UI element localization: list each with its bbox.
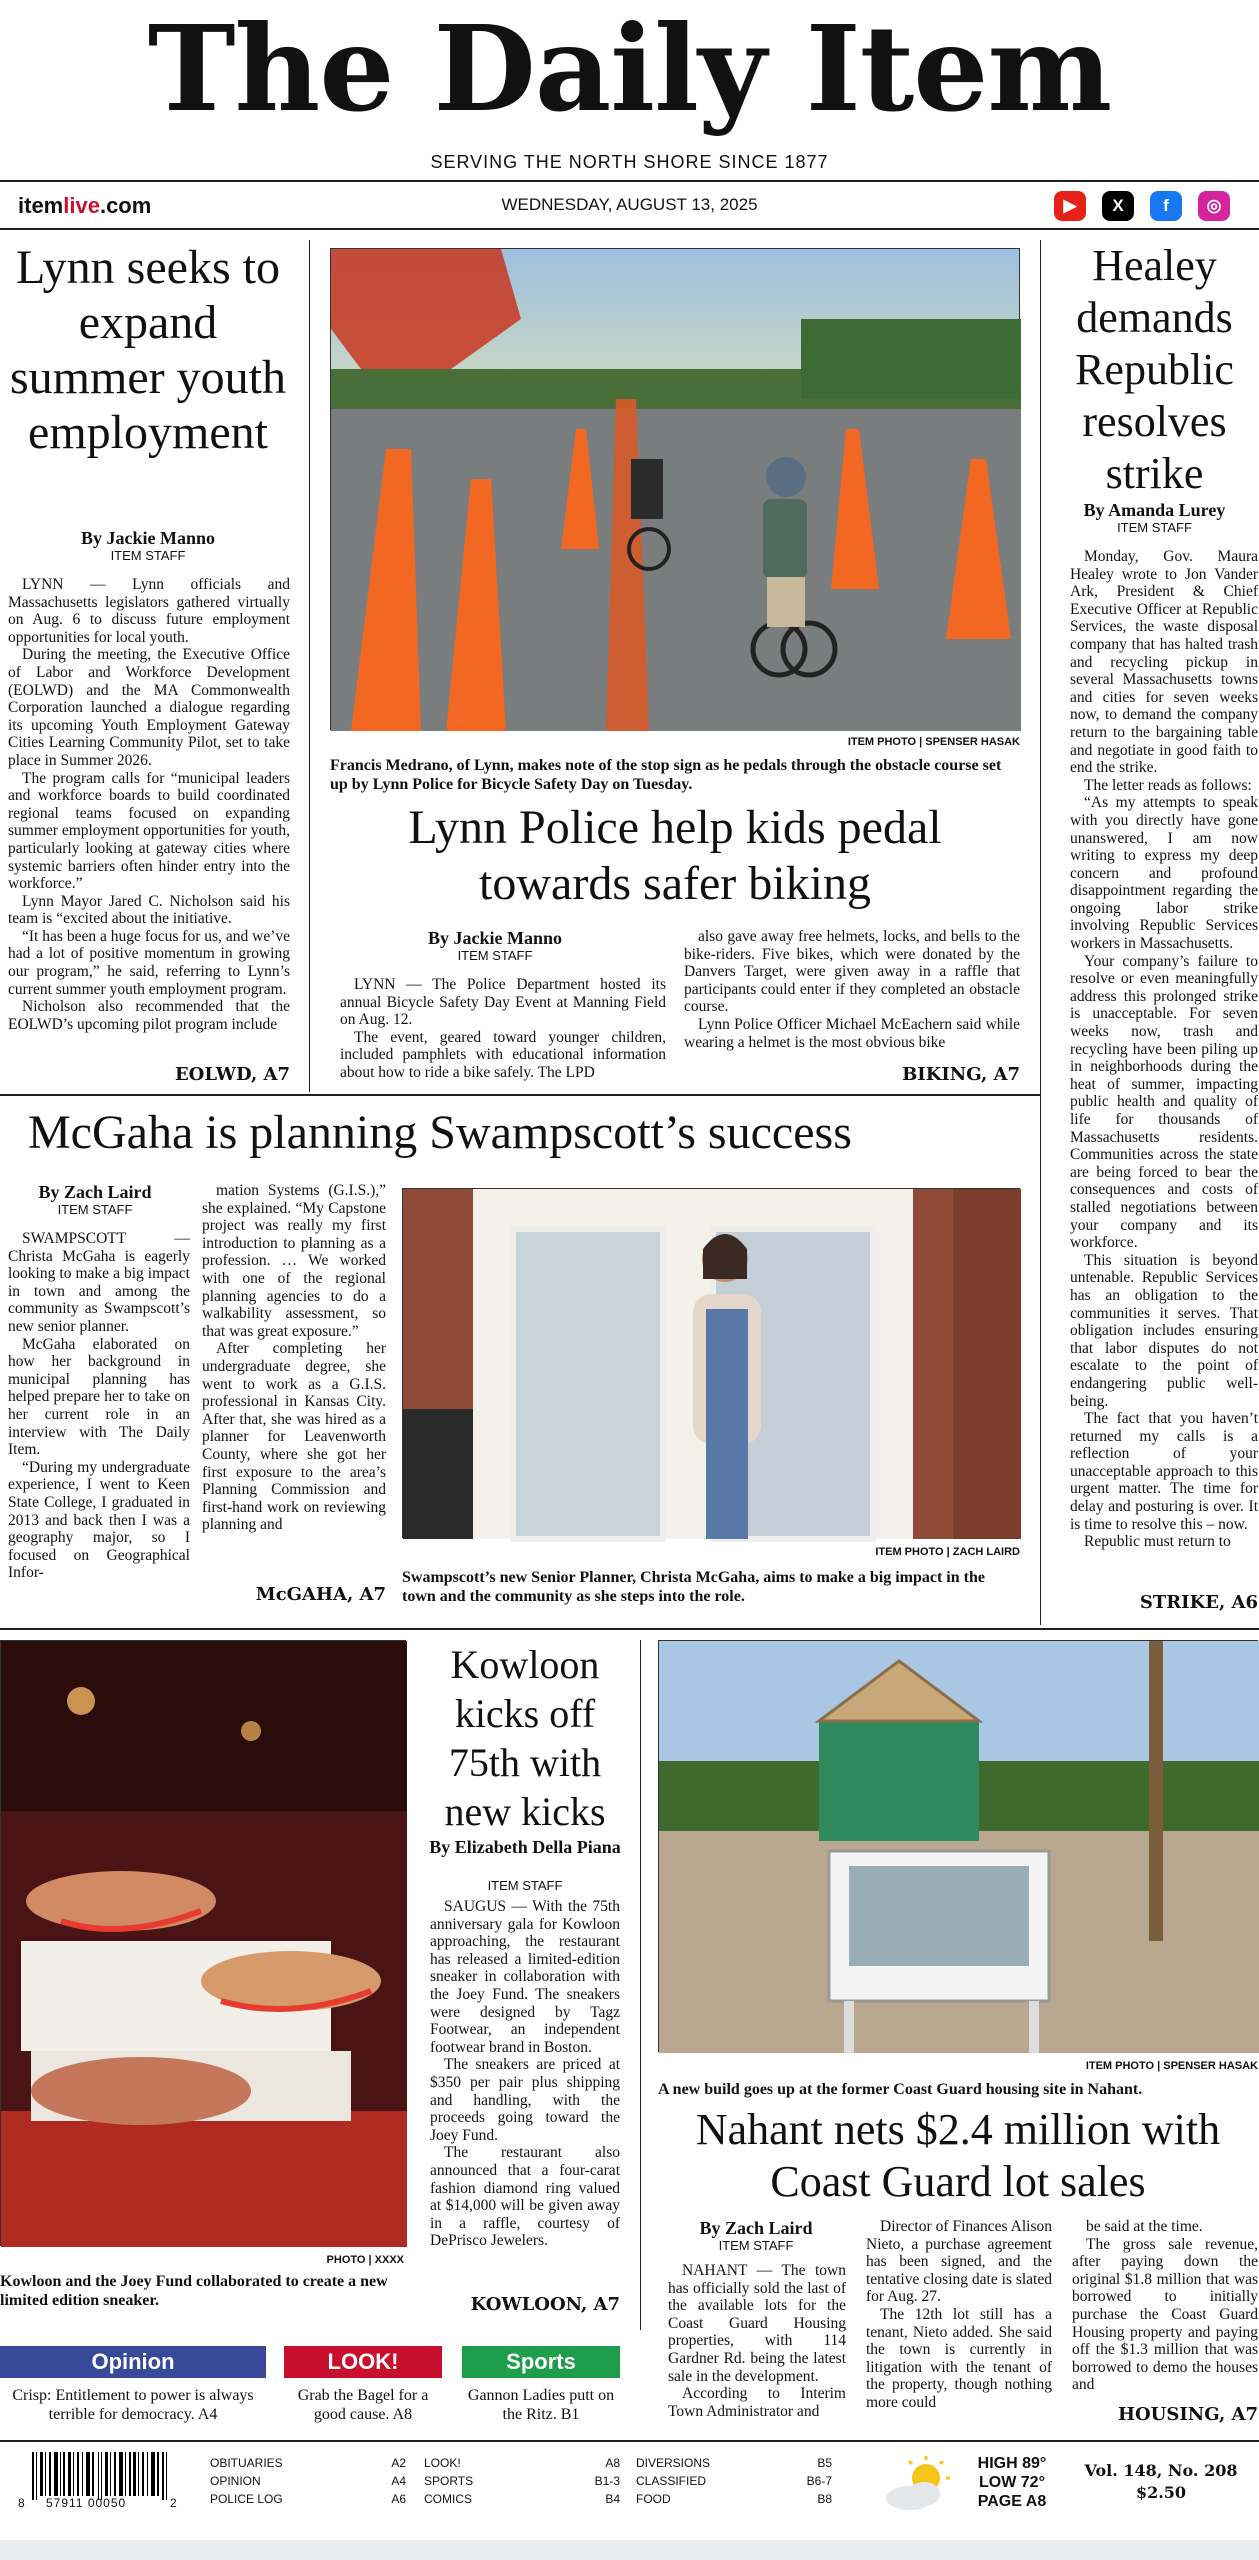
paragraph: The event, geared toward younger children, included pamphlets with educational information about how to ride a bike safely. The LPD [340,1028,666,1081]
byline: By Zach Laird [38,1182,152,1202]
paragraph: The fact that you haven’t returned my calls is a reflection of your unacceptable approach to this urgent matter. The time for delay and posturing is over. It is time to resolve this – now. [1070,1410,1258,1533]
index-page: A4 [391,2474,406,2488]
index-page: B5 [817,2456,832,2470]
index-section: FOOD [636,2492,671,2506]
construction-site-image [659,1641,1259,2053]
photo-credit: ITEM PHOTO | SPENSER HASAK [1085,2060,1258,2072]
paragraph: SAUGUS — With the 75th anniversary gala for Kowloon approaching, the restaurant has released a limited-edition sneaker in collaboration with the Joey Fund. The sneakers were designed by Tagz Footwear, an independent footwear brand in Boston. [430,1898,620,2056]
headline-nahant[interactable]: Nahant nets $2.4 million with Coast Guard lot sales [695,2105,1221,2206]
headline-strike[interactable]: Healey demands Republic resolves strike [1075,241,1234,498]
paragraph: During the meeting, the Executive Office of Labor and Workforce Development (EOLWD) and the MA Commonwealth Corporation launched a dialogue regarding its upcoming Youth Employment Gateway Cities Learning Community Pilot, set to take place in Summer 2026. [8,646,290,769]
barcode-left-digit: 8 [18,2496,25,2510]
byline: By Jackie Manno [427,928,562,948]
promo-label[interactable]: Sports [462,2346,620,2378]
photo-caption: Swampscott’s new Senior Planner, Christa McGaha, aims to make a big impact in the town and the community as she steps into the role. [402,1569,985,1605]
paragraph: The letter reads as follows: [1084,776,1252,794]
bike-scene-image [331,249,1021,731]
photo-bike-safety[interactable] [330,248,1020,730]
paragraph: The restaurant also announced that a four-carat fashion diamond ring valued at $14,000 will be given away in a raffle, courtesy of DePrisco Jewelers. [430,2144,620,2250]
index-entry[interactable] [210,2490,406,2508]
photo-credit: PHOTO | XXXX [326,2254,404,2266]
paragraph: The 12th lot still has a tenant, Nieto added. She said the town is currently in litigation with the tenant of the property, though nothing more could [866,2305,1052,2411]
jump-line[interactable]: BIKING, A7 [902,1064,1020,1085]
jump-line[interactable]: HOUSING, A7 [1117,2404,1258,2425]
price: $2.50 [1135,2483,1187,2502]
photo-caption: Kowloon and the Joey Fund collaborated to create a new limited edition sneaker. [0,2273,388,2309]
byline: By Zach Laird [699,2218,813,2238]
index-entry[interactable] [424,2472,620,2490]
paragraph: Lynn Police Officer Michael McEachern said while wearing a helmet is the most obvious bike [684,1015,1020,1051]
index-page: B4 [605,2492,620,2506]
paragraph: be said at the time. [1086,2218,1203,2235]
weather-sun-cloud-icon [880,2456,960,2516]
top-bar [0,180,1259,230]
jump-line[interactable]: EOLWD, A7 [174,1064,290,1085]
section-rule [0,1628,1259,1630]
paragraph: This situation is beyond untenable. Republic Services has an obligation to the communities it serves. That obligation includes ensuring that labor disputes do not escalate to the point of endangering public well-being. [1070,1251,1258,1410]
volume-number: Vol. 148, No. 208 [1084,2461,1238,2480]
paragraph: Monday, Gov. Maura Healey wrote to Jon Vander Ark, President & Chief Executive Officer at Republic Services, the waste disposal company that has halted trash and recycling pickup in several Massachusetts towns and cities for seven weeks now, to demand the company return to the bargaining table and negotiate in good faith to end the strike. [1070,548,1258,777]
photo-caption: Francis Medrano, of Lynn, makes note of the stop sign as he pedals through the obstacle course set up by Lynn Police for Bicycle Safety Day on Tuesday. [330,757,1002,793]
page-bottom-strip [0,2540,1259,2560]
jump-line[interactable]: KOWLOON, A7 [470,2294,620,2315]
mcgaha-portrait-image [403,1189,1021,1539]
article-body [1070,548,1258,1594]
paragraph: The program calls for “municipal leaders and workforce boards to build coordinated regional teams focused on expanding summer employment opportunities for youth, particularly looking at gateway cities where systemic barriers often hinder entry into the workforce.” [8,769,290,893]
index-page: B6-7 [806,2474,832,2488]
site-logo-suffix: .com [99,193,152,218]
paragraph: Director of Finances Alison Nieto, a purchase agreement has been signed, and the tentative closing date is slated for Aug. 27. [866,2218,1052,2306]
byline: By Elizabeth Della Piana [429,1837,621,1857]
index-section: OBITUARIES [210,2456,283,2470]
promo-teaser[interactable]: Grab the Bagel for a good cause. A8 [297,2387,429,2423]
paragraph: LYNN — The Police Department hosted its annual Bicycle Safety Day Event at Manning Field on Aug. 12. [340,976,666,1029]
weather-summary[interactable] [972,2454,1052,2511]
paragraph: “During my undergraduate experience, I went to Keen State College, I graduated in 2013 and back then I was a geography major, so I focused on Geographical Infor- [8,1458,190,1582]
barcode-digits: 57911 00050 [46,2496,127,2510]
index-entry[interactable] [636,2454,832,2472]
index-section: OPINION [210,2474,261,2488]
index-entry[interactable] [636,2472,832,2490]
index-section: CLASSIFIED [636,2474,707,2488]
index-section: POLICE LOG [210,2492,283,2506]
barcode [18,2452,188,2518]
index-entry[interactable] [210,2454,406,2472]
staff-label: ITEM STAFF [110,548,186,563]
weather-low: LOW 72° [979,2474,1045,2491]
photo-kowloon-sneakers[interactable] [0,1640,406,2246]
staff-label: ITEM STAFF [487,1878,563,1893]
jump-line[interactable]: STRIKE, A6 [1139,1592,1258,1613]
column-rule [640,1640,641,2330]
paragraph: also gave away free helmets, locks, and bells to the bike-riders. Five bikes, which were donated by the Danvers Target, were given away in a raffle that participants could enter if they completed an obstacle course. [684,928,1020,1016]
index-page: B1-3 [594,2474,620,2488]
paragraph: “As my attempts to speak with you directly have gone unanswered, I am now writing to express my deep concern and profound disappointment regarding the ongoing labor strike involving Republic Services workers in Massachusetts. [1070,794,1258,953]
instagram-icon[interactable]: ◎ [1198,191,1230,221]
section-rule [0,2440,1259,2442]
barcode-right-digit: 2 [170,2496,177,2510]
paragraph: LYNN — Lynn officials and Massachusetts legislators gathered virtually on Aug. 6 to discuss future employment opportunities for local youth. [8,576,290,646]
headline-kowloon[interactable]: Kowloon kicks off 75th with new kicks [444,1642,606,1834]
promo-teaser[interactable]: Gannon Ladies putt on the Ritz. B1 [467,2387,615,2423]
paragraph: McGaha elaborated on how her background in municipal planning has helped prepare her to take on her current role in an interview with The Daily Item. [8,1335,190,1459]
article-body [340,976,666,1081]
weather-high: HIGH 89° [977,2455,1047,2472]
paragraph: Your company’s failure to resolve or even meaningfully address this prolonged strike is unacceptable. For seven weeks now, trash and recycling have been piling up in neighborhoods during the heat of summer, impacting public health and quality of life for thousands of Massachusetts residents. Communities across the state are being forced to bear the consequences and costs of stalled negotiations between your company and its workforce. [1070,952,1258,1252]
photo-credit: ITEM PHOTO | ZACH LAIRD [875,1546,1020,1558]
masthead [0,0,1259,182]
index-page: A8 [605,2456,620,2470]
byline: By Jackie Manno [80,528,215,548]
column-rule [309,240,310,1092]
photo-credit: ITEM PHOTO | SPENSER HASAK [847,736,1020,748]
index-section: DIVERSIONS [636,2456,711,2470]
index-section: LOOK! [424,2456,461,2470]
paragraph: Lynn Mayor Jared C. Nicholson said his team is “excited about the initiative. [8,892,290,928]
facebook-icon[interactable]: f [1150,191,1182,221]
paragraph: Nicholson also recommended that the EOLWD’s upcoming pilot program include [8,998,290,1033]
newspaper-title: The Daily Item [147,0,1112,138]
paragraph: According to Interim Town Administrator and [668,2385,846,2420]
article-body [8,1230,190,1602]
index-page: A2 [391,2456,406,2470]
paragraph: The sneakers are priced at $350 per pair plus shipping and handling, with the proceeds going toward the Joey Fund. [430,2056,620,2144]
promo-teaser[interactable]: Crisp: Entitlement to power is always terrible for democracy. A4 [12,2387,254,2423]
byline: By Amanda Lurey [1083,500,1226,520]
section-rule [0,1094,1040,1096]
index-entry[interactable] [636,2490,832,2508]
sun-cloud-glyph [880,2456,960,2516]
index-section: SPORTS [424,2474,474,2488]
paragraph: After completing her undergraduate degree, she went to work as a G.I.S. professional in Kansas City. After that, she was hired as a planner for Leavenworth County, where she got her first exposure to the area’s Planning Commission and first-hand work on reviewing planning and [202,1340,386,1534]
tagline: SERVING THE NORTH SHORE SINCE 1877 [430,152,829,172]
paragraph: The gross sale revenue, after paying down the original $1.8 million that was borrowed to initially purchase the Coast Guard Housing property and paying off the $1.3 million that was borrowed to demo the houses and [1072,2235,1258,2394]
index-column [636,2454,832,2508]
issue-info [1076,2460,1246,2504]
x-icon[interactable]: X [1102,191,1134,221]
staff-label: ITEM STAFF [718,2238,794,2253]
promo-label[interactable]: LOOK! [284,2346,442,2378]
index-page: A6 [391,2492,406,2506]
index-column [210,2454,406,2508]
youtube-icon[interactable]: ▶ [1054,191,1086,221]
article-body [866,2218,1052,2411]
index-column [424,2454,620,2508]
index-entry[interactable] [424,2490,620,2508]
photo-nahant-site[interactable] [658,1640,1258,2052]
paragraph: mation Systems (G.I.S.),” she explained. “My Capstone project was really my first introduction to planning as a profession. … We worked with one of the regional planning agencies to do a walkability assessment, so that was great exposure.” [202,1182,386,1340]
headline-bike-safety[interactable]: Lynn Police help kids pedal towards safer biking [408,801,942,910]
paragraph: SWAMPSCOTT — Christa McGaha is eagerly looking to make a big impact in town and among the community as Swampscott’s new senior planner. [8,1230,190,1335]
staff-label: ITEM STAFF [57,1202,133,1217]
staff-label: ITEM STAFF [1117,520,1192,535]
photo-mcgaha[interactable] [402,1188,1020,1538]
weather-page: PAGE A8 [977,2493,1047,2510]
jump-line[interactable]: McGAHA, A7 [255,1584,386,1605]
paragraph: Republic must return to [1084,1533,1231,1551]
index-entry[interactable] [424,2454,620,2472]
headline-youth-employment[interactable]: Lynn seeks to expand summer youth employment [10,241,286,459]
index-page: B8 [817,2492,832,2506]
article-body [8,576,290,1062]
article-body [1072,2218,1258,2404]
article-body [430,1898,620,2266]
promo-label[interactable]: Opinion [0,2346,266,2378]
headline-mcgaha[interactable]: McGaha is planning Swampscott’s success [28,1106,852,1159]
article-body [684,928,1020,1054]
index-entry[interactable] [210,2472,406,2490]
paragraph: NAHANT — The town has officially sold the last of the available lots for the Coast Guard Housing properties, with 114 Gardner Rd. being the latest sale in the development. [668,2262,846,2385]
paragraph: “It has been a huge focus for us, and we’ve had a lot of positive momentum in growing our program,” he said, referring to Lynn’s current summer youth employment program. [8,927,290,998]
site-logo-accent: live [63,193,100,218]
article-body [668,2262,846,2420]
index-section: COMICS [424,2492,472,2506]
staff-label: ITEM STAFF [457,948,533,963]
photo-caption: A new build goes up at the former Coast Guard housing site in Nahant. [658,2081,1143,2098]
site-logo-prefix: item [18,193,64,218]
barcode-graphic [32,2452,188,2500]
article-body [202,1182,386,1582]
issue-date: WEDNESDAY, AUGUST 13, 2025 [501,195,758,214]
column-rule [1040,240,1041,1625]
sneaker-product-image [1,1641,407,2247]
